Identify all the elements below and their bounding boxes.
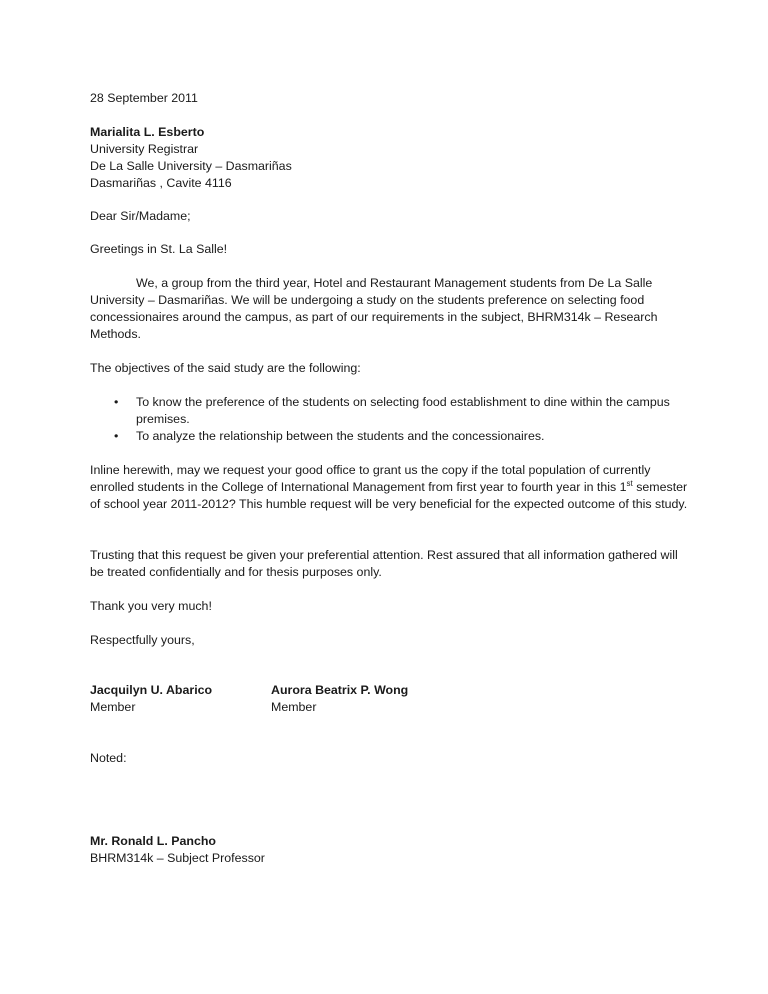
objective-text: To analyze the relationship between the students and the concessionaires.: [136, 429, 545, 443]
noted-label: Noted:: [90, 751, 127, 765]
noted-by-name: Mr. Ronald L. Pancho: [90, 834, 216, 848]
noted-by-role: BHRM314k – Subject Professor: [90, 851, 265, 865]
signatory-name: Aurora Beatrix P. Wong: [271, 683, 409, 697]
recipient-institution: De La Salle University – Dasmariñas: [90, 159, 292, 173]
recipient-title: University Registrar: [90, 142, 199, 156]
greeting: Greetings in St. La Salle!: [90, 242, 228, 256]
salutation: Dear Sir/Madame;: [90, 209, 191, 223]
objectives-list: [90, 394, 690, 445]
objectives-intro: The objectives of the said study are the following:: [90, 361, 361, 375]
thanks-line: Thank you very much!: [90, 599, 212, 613]
recipient-address: Dasmariñas , Cavite 4116: [90, 176, 232, 190]
objective-item: [90, 428, 690, 445]
recipient-name: Marialita L. Esberto: [90, 125, 205, 139]
signatory-block: [90, 682, 212, 716]
signatory-name: Jacquilyn U. Abarico: [90, 683, 213, 697]
request-paragraph: [90, 462, 690, 513]
objective-item: [90, 394, 690, 428]
noted-by-block: [90, 833, 265, 867]
request-text-start: Inline herewith, may we request your good office to grant us the copy if the total population of currently enrolled students in the College of International Management from first year to fourth year in this 1: [90, 463, 651, 494]
bullet-icon: •: [114, 395, 119, 409]
intro-paragraph: We, a group from the third year, Hotel and Restaurant Management students from De La Salle University – Dasmariñas. We will be undergoing a study on the students preference on selecting food concessionaires around the campus, as part of our requirements in the subject, BHRM314k – Research Methods.: [90, 276, 658, 341]
ordinal-superscript: st: [626, 478, 633, 488]
bullet-icon: •: [114, 429, 119, 443]
objective-text: To know the preference of the students on selecting food establishment to dine within the campus premises.: [136, 395, 670, 426]
closing-line: Respectfully yours,: [90, 633, 195, 647]
letter-date: 28 September 2011: [90, 91, 198, 105]
request-text-end: semester of school year 2011-2012? This humble request will be very beneficial for the expected outcome of this study.: [90, 480, 688, 511]
signatory-block: [271, 682, 408, 716]
signatory-role: Member: [271, 700, 317, 714]
signatory-role: Member: [90, 700, 136, 714]
trust-paragraph: Trusting that this request be given your preferential attention. Rest assured that all information gathered will be treated confidentially and for thesis purposes only.: [90, 548, 678, 579]
